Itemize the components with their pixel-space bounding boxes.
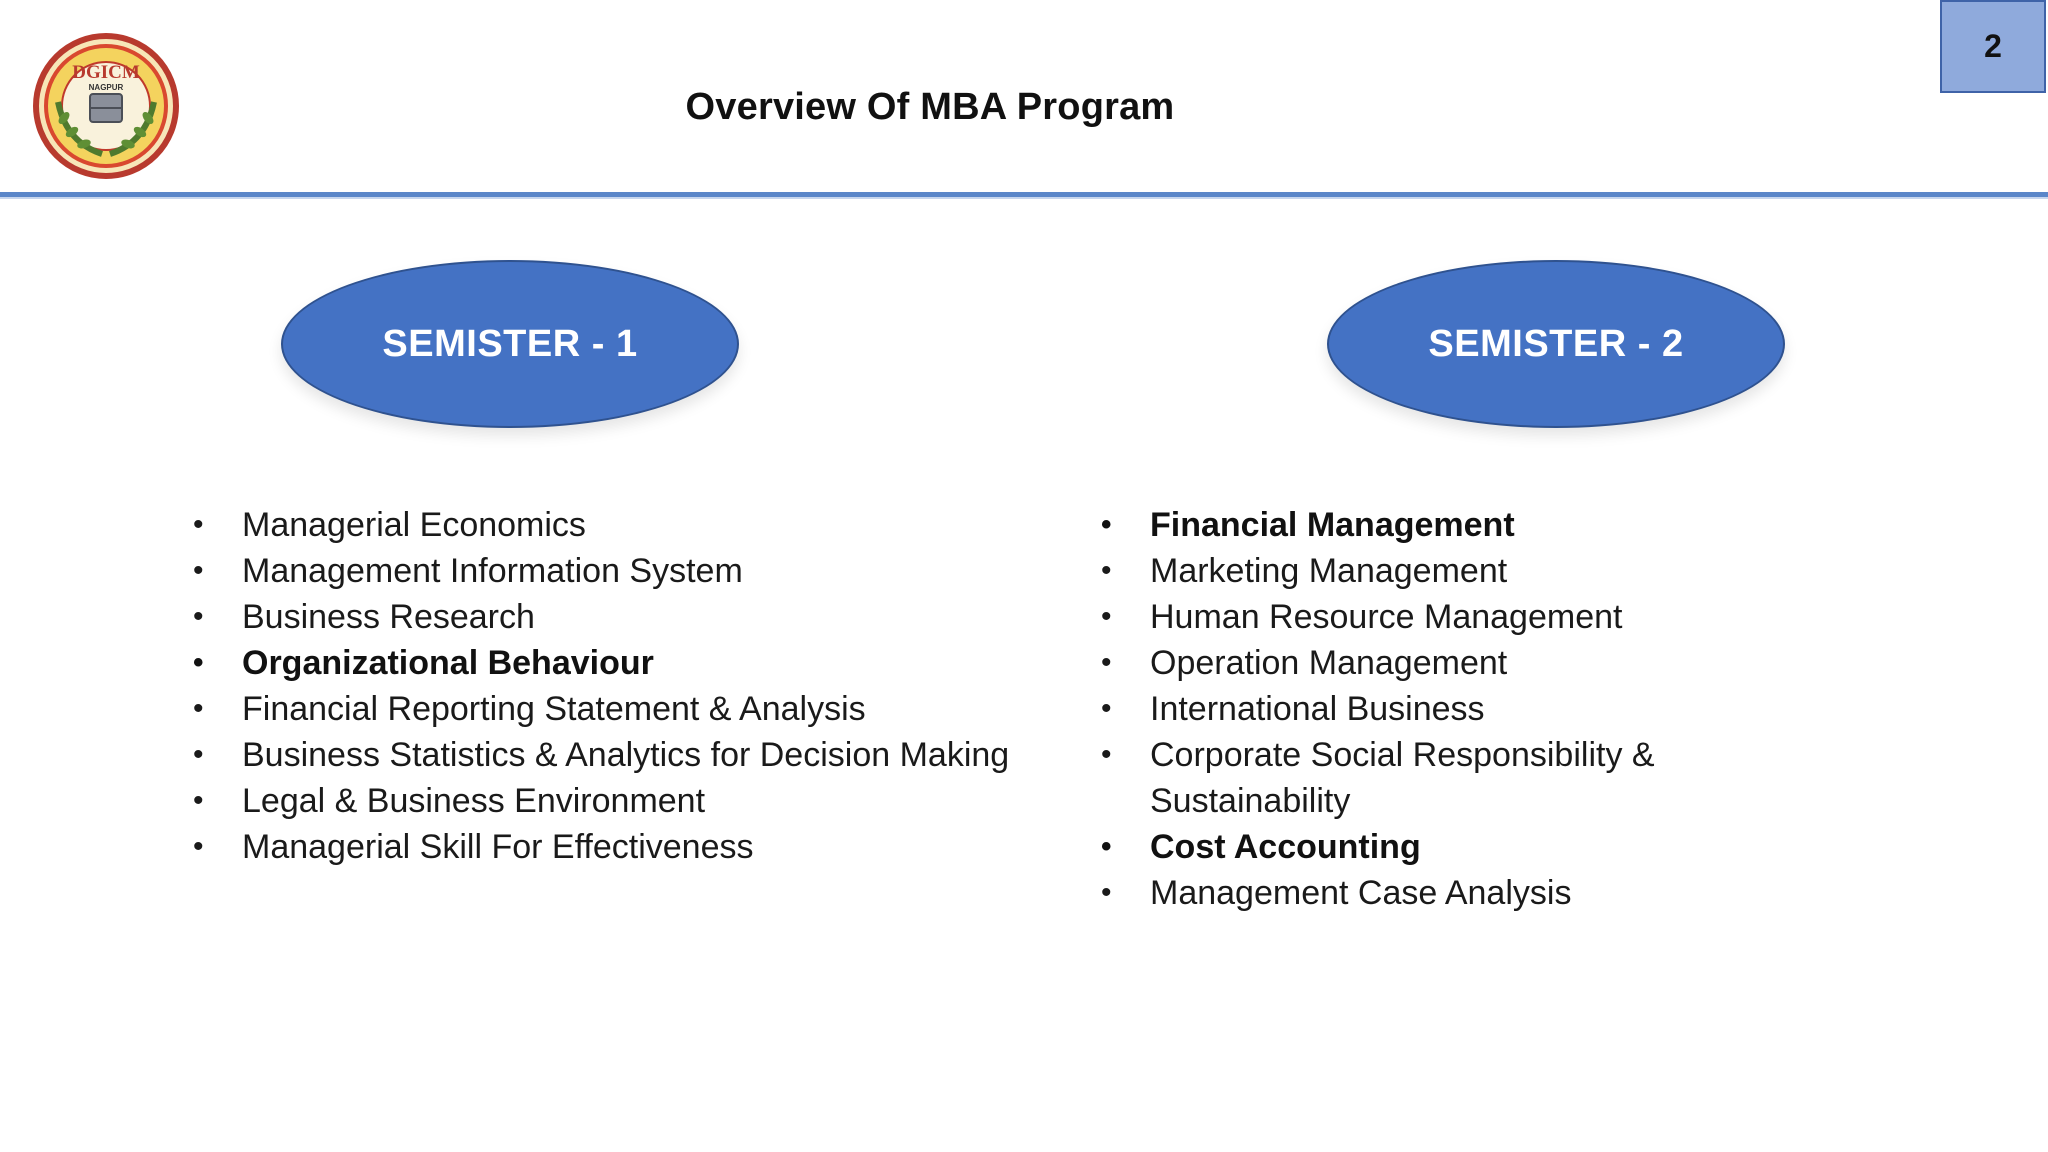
subject-name: Legal & Business Environment bbox=[242, 782, 706, 820]
subject-name: Managerial Economics bbox=[242, 506, 586, 544]
semester-2-badge bbox=[1327, 260, 1785, 428]
bullet-icon: • bbox=[1101, 692, 1112, 725]
bullet-icon: • bbox=[193, 830, 204, 863]
subject-name: Operation Management bbox=[1150, 644, 1508, 682]
subject-name: International Business bbox=[1150, 690, 1485, 728]
bullet-icon: • bbox=[193, 738, 204, 771]
subject-item bbox=[190, 824, 1090, 870]
bullet-icon: • bbox=[193, 646, 204, 679]
subject-name: Management Case Analysis bbox=[1150, 874, 1572, 912]
subject-item bbox=[1098, 824, 1798, 870]
subject-name: Financial Reporting Statement & Analysis bbox=[242, 690, 866, 728]
subject-name: Financial Management bbox=[1150, 506, 1515, 544]
subject-name: Organizational Behaviour bbox=[242, 644, 654, 682]
bullet-icon: • bbox=[193, 692, 204, 725]
semester-2-subject-list bbox=[1098, 502, 1798, 916]
bullet-icon: • bbox=[1101, 508, 1112, 541]
page-title: Overview Of MBA Program bbox=[685, 86, 1175, 128]
bullet-icon: • bbox=[193, 508, 204, 541]
subject-name: Cost Accounting bbox=[1150, 828, 1421, 866]
bullet-icon: • bbox=[193, 554, 204, 587]
subject-item bbox=[1098, 686, 1798, 732]
header-divider bbox=[0, 192, 2048, 199]
bullet-icon: • bbox=[193, 600, 204, 633]
subject-name: Corporate Social Responsibility & Sustainability bbox=[1150, 736, 1655, 820]
bullet-icon: • bbox=[1101, 646, 1112, 679]
subject-item bbox=[1098, 870, 1798, 916]
subject-item bbox=[190, 686, 1090, 732]
subject-item bbox=[1098, 594, 1798, 640]
subject-item bbox=[1098, 732, 1798, 824]
subject-name: Marketing Management bbox=[1150, 552, 1508, 590]
subject-item bbox=[1098, 548, 1798, 594]
subject-name: Business Research bbox=[242, 598, 535, 636]
svg-text:NAGPUR: NAGPUR bbox=[88, 83, 124, 92]
semester-1-label: SEMISTER - 1 bbox=[382, 322, 638, 365]
subject-item bbox=[190, 640, 1090, 686]
subject-name: Business Statistics & Analytics for Decision Making bbox=[242, 736, 1010, 774]
subject-name: Managerial Skill For Effectiveness bbox=[242, 828, 754, 866]
subject-item bbox=[190, 594, 1090, 640]
bullet-icon: • bbox=[1101, 830, 1112, 863]
bullet-icon: • bbox=[1101, 600, 1112, 633]
subject-name: Human Resource Management bbox=[1150, 598, 1623, 636]
subject-item bbox=[190, 778, 1090, 824]
bullet-icon: • bbox=[1101, 738, 1112, 771]
subject-item bbox=[190, 548, 1090, 594]
subject-name: Management Information System bbox=[242, 552, 743, 590]
bullet-icon: • bbox=[193, 784, 204, 817]
semester-2-label: SEMISTER - 2 bbox=[1428, 322, 1684, 365]
semester-1-badge bbox=[281, 260, 739, 428]
bullet-icon: • bbox=[1101, 876, 1112, 909]
subject-item bbox=[1098, 502, 1798, 548]
subject-item bbox=[1098, 640, 1798, 686]
subject-item bbox=[190, 502, 1090, 548]
semester-1-subject-list bbox=[190, 502, 1090, 870]
bullet-icon: • bbox=[1101, 554, 1112, 587]
page-number-badge: 2 bbox=[1940, 0, 2046, 93]
svg-text:DGICM: DGICM bbox=[72, 62, 140, 83]
subject-item bbox=[190, 732, 1090, 778]
